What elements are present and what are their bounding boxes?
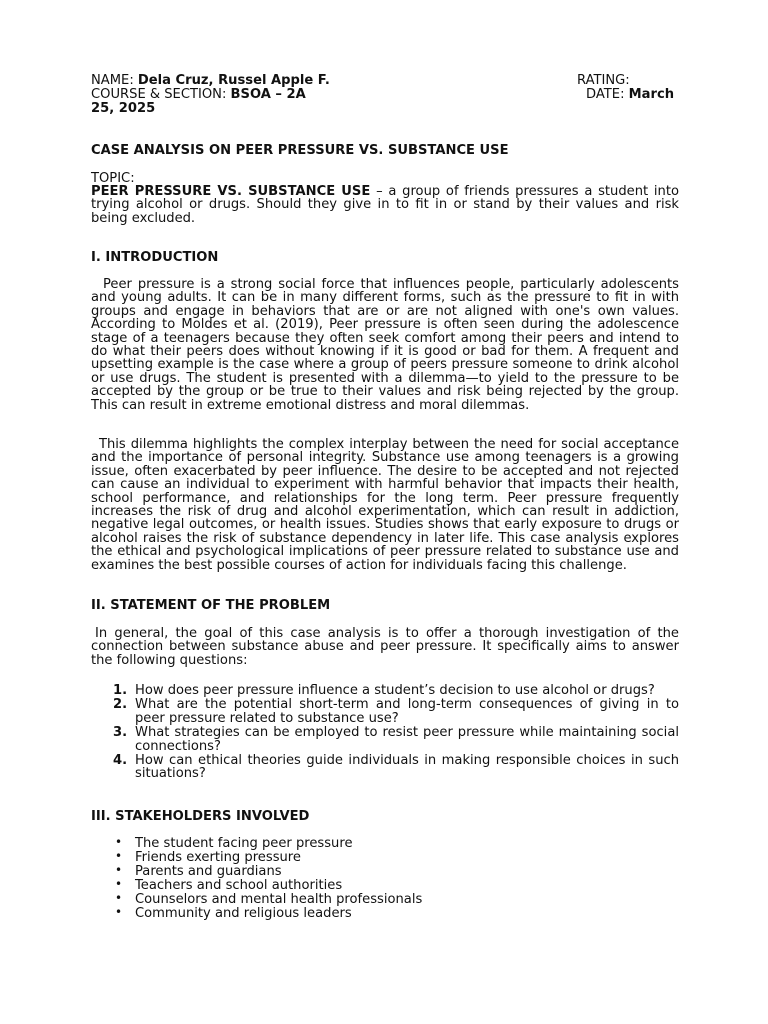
questions-list (91, 684, 679, 781)
stakeholders-list (91, 837, 679, 921)
name-label: NAME: (91, 73, 134, 88)
question-item (91, 684, 679, 697)
question-text: How does peer pressure influence a student’s decision to use alcohol or drugs? (135, 683, 655, 698)
date-value-line2: 25, 2025 (91, 101, 156, 116)
question-item (91, 754, 679, 781)
stakeholder-text: The student facing peer pressure (135, 836, 353, 851)
bullet-icon: • (115, 877, 123, 891)
introduction-paragraph-2-text: This dilemma highlights the complex interplay between the need for social acceptance and the importance of personal integrity. Substance use among teenagers is a growing issue, often exacerbated by peer influence. The desire to be accepted and not rejected can cause an individual to experiment with harmful behavior that impacts their health, school performance, and relationships for the long term. Peer pressure frequently increases the risk of drug and alcohol experimentation, which can result in addiction, negative legal outcomes, or health issues. Studies shows that early exposure to drugs or alcohol raises the risk of substance dependency in later life. This case analysis explores the ethical and psychological implications of peer pressure related to substance use and examines the best possible courses of action for individuals facing this challenge. (91, 437, 679, 573)
stakeholder-text: Counselors and mental health professionals (135, 892, 423, 907)
course-label: COURSE & SECTION: (91, 87, 227, 102)
bullet-icon: • (115, 905, 123, 919)
introduction-paragraph-1 (91, 278, 679, 412)
questions-list-container (91, 684, 679, 782)
stakeholders-heading: III. STAKEHOLDERS INVOLVED (91, 809, 310, 824)
introduction-heading: I. INTRODUCTION (91, 250, 219, 265)
stakeholder-item (91, 865, 679, 879)
question-item (91, 698, 679, 725)
topic-heading: PEER PRESSURE VS. SUBSTANCE USE (91, 184, 371, 199)
topic-text: – a group of friends pressures a student into trying alcohol or drugs. Should they give in to fit in or stand by their values and risk being excluded. (91, 184, 679, 226)
question-number: 4. (113, 753, 128, 769)
stakeholder-item (91, 907, 679, 921)
student-name: Dela Cruz, Russel Apple F. (137, 73, 330, 88)
problem-heading: II. STATEMENT OF THE PROBLEM (91, 598, 331, 613)
header-name-row (91, 74, 679, 88)
header-date-row (91, 102, 679, 116)
question-number: 1. (113, 683, 128, 698)
question-item (91, 726, 679, 753)
header-course-row (91, 88, 679, 102)
stakeholder-text: Community and religious leaders (135, 906, 352, 921)
bullet-icon: • (115, 849, 123, 863)
introduction-paragraph-1-text: Peer pressure is a strong social force that influences people, particularly adolescents and young adults. It can be in many different forms, such as the pressure to fit in with groups and engage in behaviors that are or are not aligned with one's own values. According to Moldes et al. (2019), Peer pressure is often seen during the adolescence stage of a teenagers because they often seek comfort among their peers and intend to do what their peers does without knowing if it is good or bad for them. A frequent and upsetting example is the case where a group of peers pressure someone to drink alcohol or use drugs. The student is presented with a dilemma—to yield to the pressure to be accepted by the group or be true to their values and risk being rejected by the group. This can result in extreme emotional distress and moral dilemmas. (91, 277, 679, 413)
problem-intro (91, 627, 679, 667)
date-field (586, 88, 674, 101)
problem-intro-text: In general, the goal of this case analysis is to offer a thorough investigation of the connection between substance abuse and peer pressure. It specifically aims to answer the following questions: (91, 626, 679, 668)
stakeholder-item (91, 837, 679, 851)
question-number: 2. (113, 697, 128, 713)
date-value-line1: March (628, 87, 675, 102)
course-section: BSOA – 2A (230, 87, 306, 102)
bullet-icon: • (115, 863, 123, 877)
question-text: What strategies can be employed to resist peer pressure while maintaining social connections? (135, 725, 679, 754)
stakeholder-text: Teachers and school authorities (135, 878, 343, 893)
stakeholder-text: Friends exerting pressure (135, 850, 301, 865)
rating-label: RATING: (577, 73, 630, 88)
stakeholder-item (91, 893, 679, 907)
topic-paragraph (91, 185, 679, 225)
stakeholders-list-container (91, 837, 679, 921)
bullet-icon: • (115, 835, 123, 849)
question-number: 3. (113, 725, 128, 741)
bullet-icon: • (115, 891, 123, 905)
date-label: DATE: (586, 87, 625, 102)
question-text: What are the potential short-term and long-term consequences of giving in to peer pressure related to substance use? (135, 697, 679, 726)
document-title: CASE ANALYSIS ON PEER PRESSURE VS. SUBSTANCE USE (91, 143, 509, 158)
stakeholder-item (91, 879, 679, 893)
introduction-paragraph-2 (91, 438, 679, 572)
stakeholder-text: Parents and guardians (135, 864, 282, 879)
topic-label: TOPIC: (91, 171, 135, 186)
stakeholder-item (91, 851, 679, 865)
question-text: How can ethical theories guide individuals in making responsible choices in such situations? (135, 753, 679, 782)
